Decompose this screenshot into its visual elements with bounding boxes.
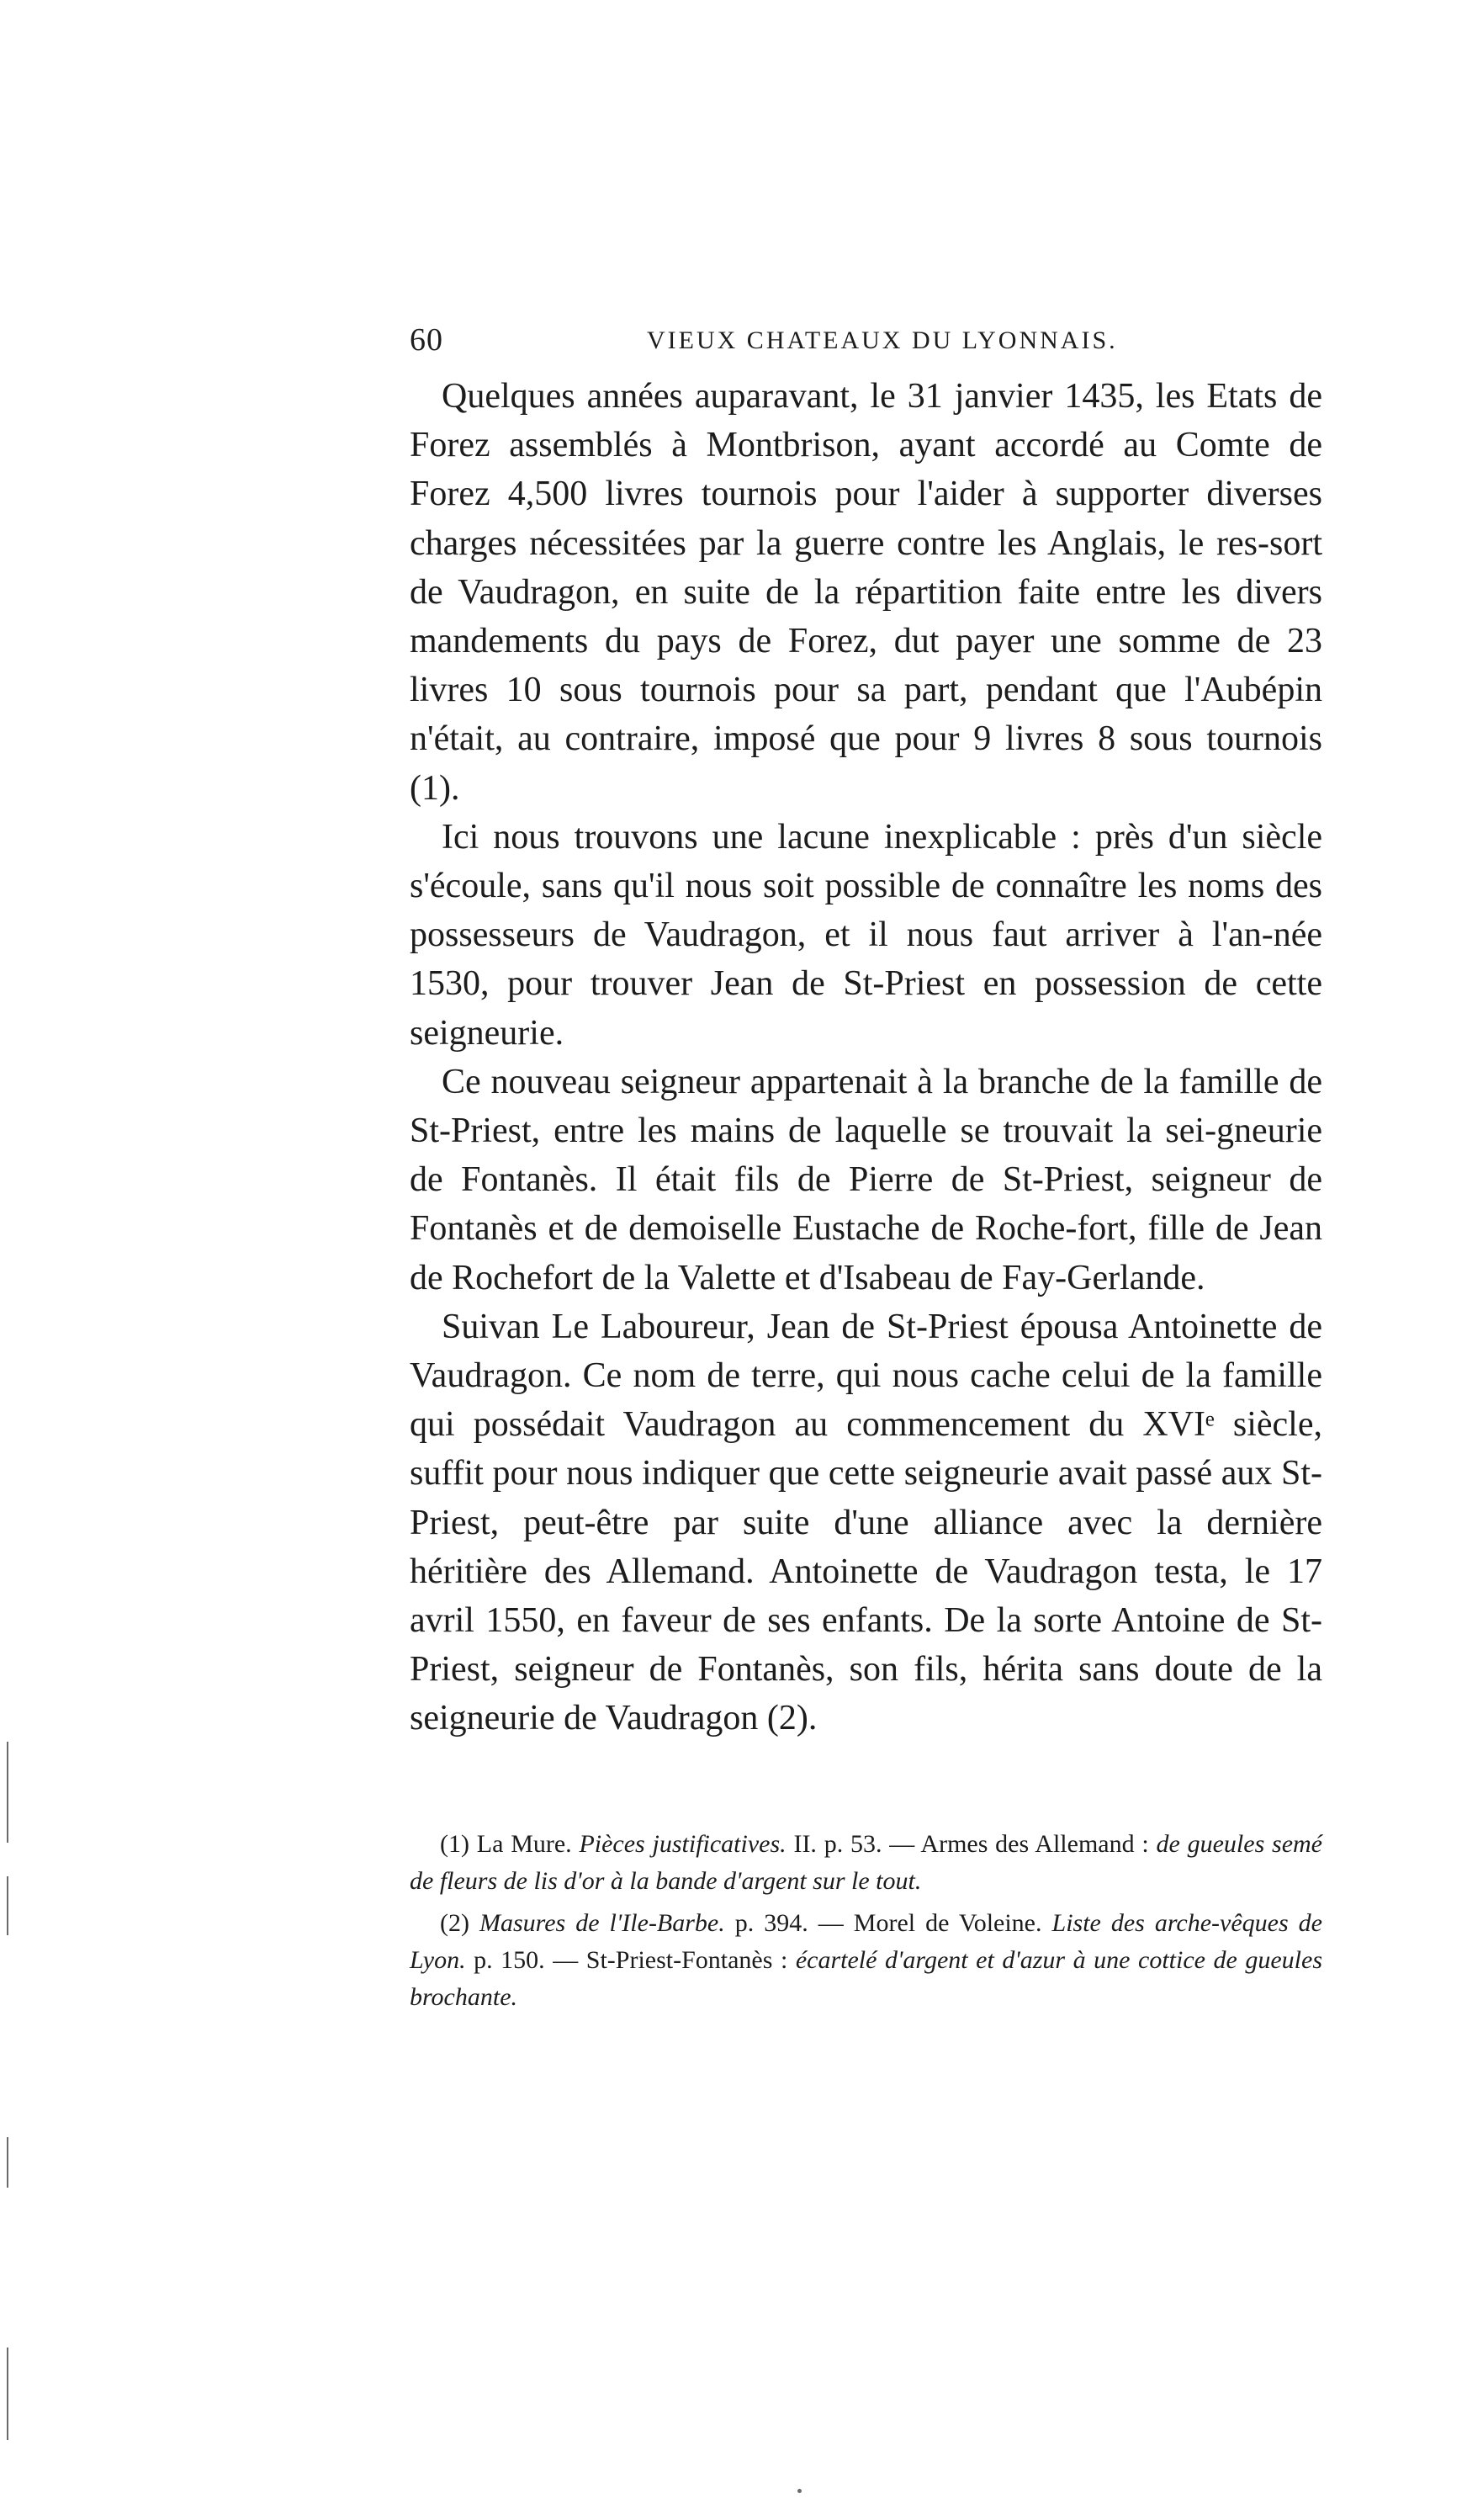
- body-text: [410, 372, 1322, 1743]
- scan-dot: [797, 2489, 802, 2493]
- paragraph-4: Suivan Le Laboureur, Jean de St-Priest épousa Antoinette de Vaudragon. Ce nom de terre, qui nous cache celui de la famille qui possédait Vaudragon au commencement du XVIᵉ siècle, suffit pour nous indiquer que cette seigneurie avait passé aux St-Priest, peut-être par suite d'une alliance avec la dernière héritière des Allemand. Antoinette de Vaudragon testa, le 17 avril 1550, en faveur de ses enfants. De la sorte Antoine de St-Priest, seigneur de Fontanès, son fils, hérita sans doute de la seigneurie de Vaudragon (2).: [410, 1307, 1322, 1738]
- footnote-2-blazon: écartelé d'argent et d'azur à une cottice de gueules brochante.: [410, 1946, 1322, 2011]
- scan-edge-mark: [7, 2137, 8, 2188]
- footnote-2-source: Masures de l'Ile-Barbe.: [479, 1909, 725, 1937]
- paragraph-1: Quelques années auparavant, le 31 janvier 1435, les Etats de Forez assemblés à Montbrison, ayant accordé au Comte de Forez 4,500 livres tournois pour l'aider à supporter diverses charges nécessitées par la guerre contre les Anglais, le res-sort de Vaudragon, en suite de la répartition faite entre les divers mandements du pays de Forez, dut payer une somme de 23 livres 10 sous tournois pour sa part, pendant que l'Aubépin n'était, au contraire, imposé que pour 9 livres 8 sous tournois (1).: [410, 377, 1322, 808]
- running-head: [410, 321, 1322, 372]
- footnote-2-ref-2: p. 150. — St-Priest-Fontanès :: [465, 1946, 796, 1974]
- footnote-1-ref: II. p. 53. — Armes des Allemand :: [786, 1830, 1157, 1858]
- scan-edge-mark: [7, 1876, 8, 1935]
- footnote-2-ref: p. 394. — Morel de Voleine.: [724, 1909, 1052, 1937]
- page-number: 60: [410, 322, 443, 358]
- footnote-2-list-title: Liste des arche-vêques de Lyon.: [410, 1909, 1322, 1974]
- footnote-1-blazon: de gueules semé de fleurs de lis d'or à la bande d'argent sur le tout.: [410, 1830, 1322, 1895]
- scan-edge-mark: [7, 2348, 8, 2440]
- footnotes: [410, 1826, 1322, 2016]
- footnote-1-text: (1) La Mure.: [440, 1830, 580, 1858]
- scan-edge-mark: [7, 1742, 8, 1843]
- running-title: VIEUX CHATEAUX DU LYONNAIS.: [647, 326, 1118, 354]
- footnote-2: [410, 1905, 1322, 2016]
- paragraph-3: Ce nouveau seigneur appartenait à la branche de la famille de St-Priest, entre les mains de laquelle se trouvait la sei-gneurie de Fontanès. Il était fils de Pierre de St-Priest, seigneur de Fontanès et de demoiselle Eustache de Roche-fort, fille de Jean de Rochefort de la Valette et d'Isabeau de Fay-Gerlande.: [410, 1062, 1322, 1297]
- footnote-1: [410, 1826, 1322, 1900]
- paragraph-2: Ici nous trouvons une lacune inexplicable : près d'un siècle s'écoule, sans qu'il nous soit possible de connaître les noms des possesseurs de Vaudragon, et il nous faut arriver à l'an-née 1530, pour trouver Jean de St-Priest en possession de cette seigneurie.: [410, 817, 1322, 1053]
- footnote-2-number: (2): [440, 1909, 479, 1937]
- footnote-1-source: Pièces justificatives.: [579, 1830, 787, 1858]
